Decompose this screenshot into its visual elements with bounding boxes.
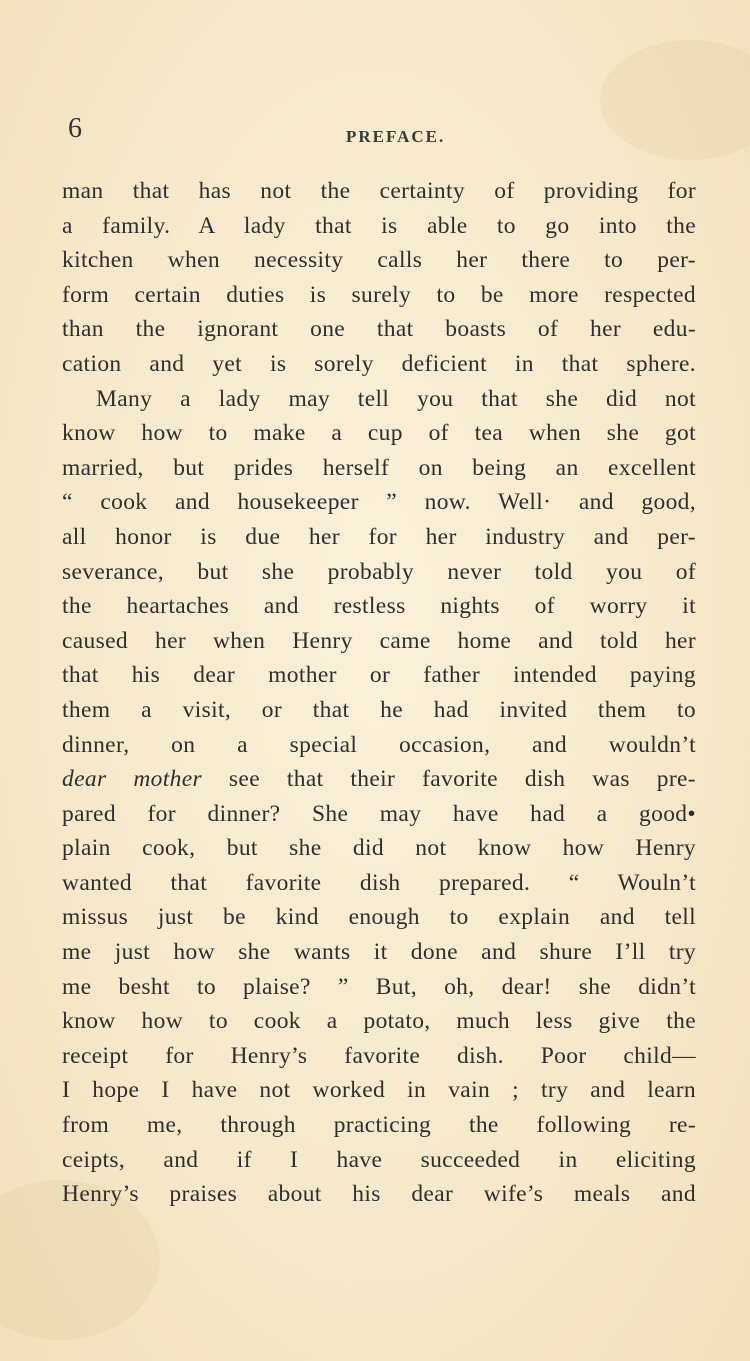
text-line: pared for dinner? She may have had a good• [62,800,696,827]
text-line: severance, but she probably never told you of [62,558,696,585]
text-line: cation and yet is sorely deficient in that sphere. [62,350,696,377]
text-line: the heartaches and restless nights of worry it [62,593,696,620]
text-line: me besht to plaise? ” But, oh, dear! she didn’t [62,973,696,1000]
text-line: know how to make a cup of tea when she got [62,420,696,447]
text-line: Henry’s praises about his dear wife’s meals and [62,1181,696,1208]
running-head: PREFACE. [346,127,446,146]
text-line: caused her when Henry came home and told her [62,627,696,654]
text-line: that his dear mother or father intended paying [62,662,696,689]
text-line: man that has not the certainty of providing for [62,178,696,204]
text-line: kitchen when necessity calls her there to per- [62,247,696,274]
text-line: wanted that favorite dish prepared. “ Wouln’t [62,869,696,896]
text-line: receipt for Henry’s favorite dish. Poor child— [62,1042,696,1069]
text-line: missus just be kind enough to explain and tell [62,904,696,931]
text-line: dinner, on a special occasion, and wouldn’t [62,731,696,758]
text-line: “ cook and housekeeper ” now. Well· and good, [62,489,696,516]
text-line: them a visit, or that he had invited them to [62,696,696,723]
text-line: ceipts, and if I have succeeded in eliciting [62,1146,696,1173]
page-header [68,113,698,153]
page-number: 6 [68,113,82,144]
text-line-with-italic [62,762,696,797]
text-line: form certain duties is surely to be more respected [62,281,696,308]
italic-phrase: dear mother [62,766,203,793]
text-line: from me, through practicing the following re- [62,1112,696,1139]
text-line-rest: see that their favorite dish was pre- [228,766,696,793]
text-line: plain cook, but she did not know how Henry [62,835,696,862]
text-line: know how to cook a potato, much less give the [62,1008,696,1035]
text-line: all honor is due her for her industry and per- [62,523,696,550]
text-line: a family. A lady that is able to go into the [62,212,696,239]
text-line: married, but prides herself on being an excellent [62,454,696,481]
text-line-paragraph-start: Many a lady may tell you that she did not [96,385,696,412]
text-line: I hope I have not worked in vain ; try and learn [62,1077,696,1104]
text-line: me just how she wants it done and shure I’ll try [62,939,696,966]
text-line: than the ignorant one that boasts of her edu- [62,316,696,343]
preface-body-text [62,174,696,1212]
